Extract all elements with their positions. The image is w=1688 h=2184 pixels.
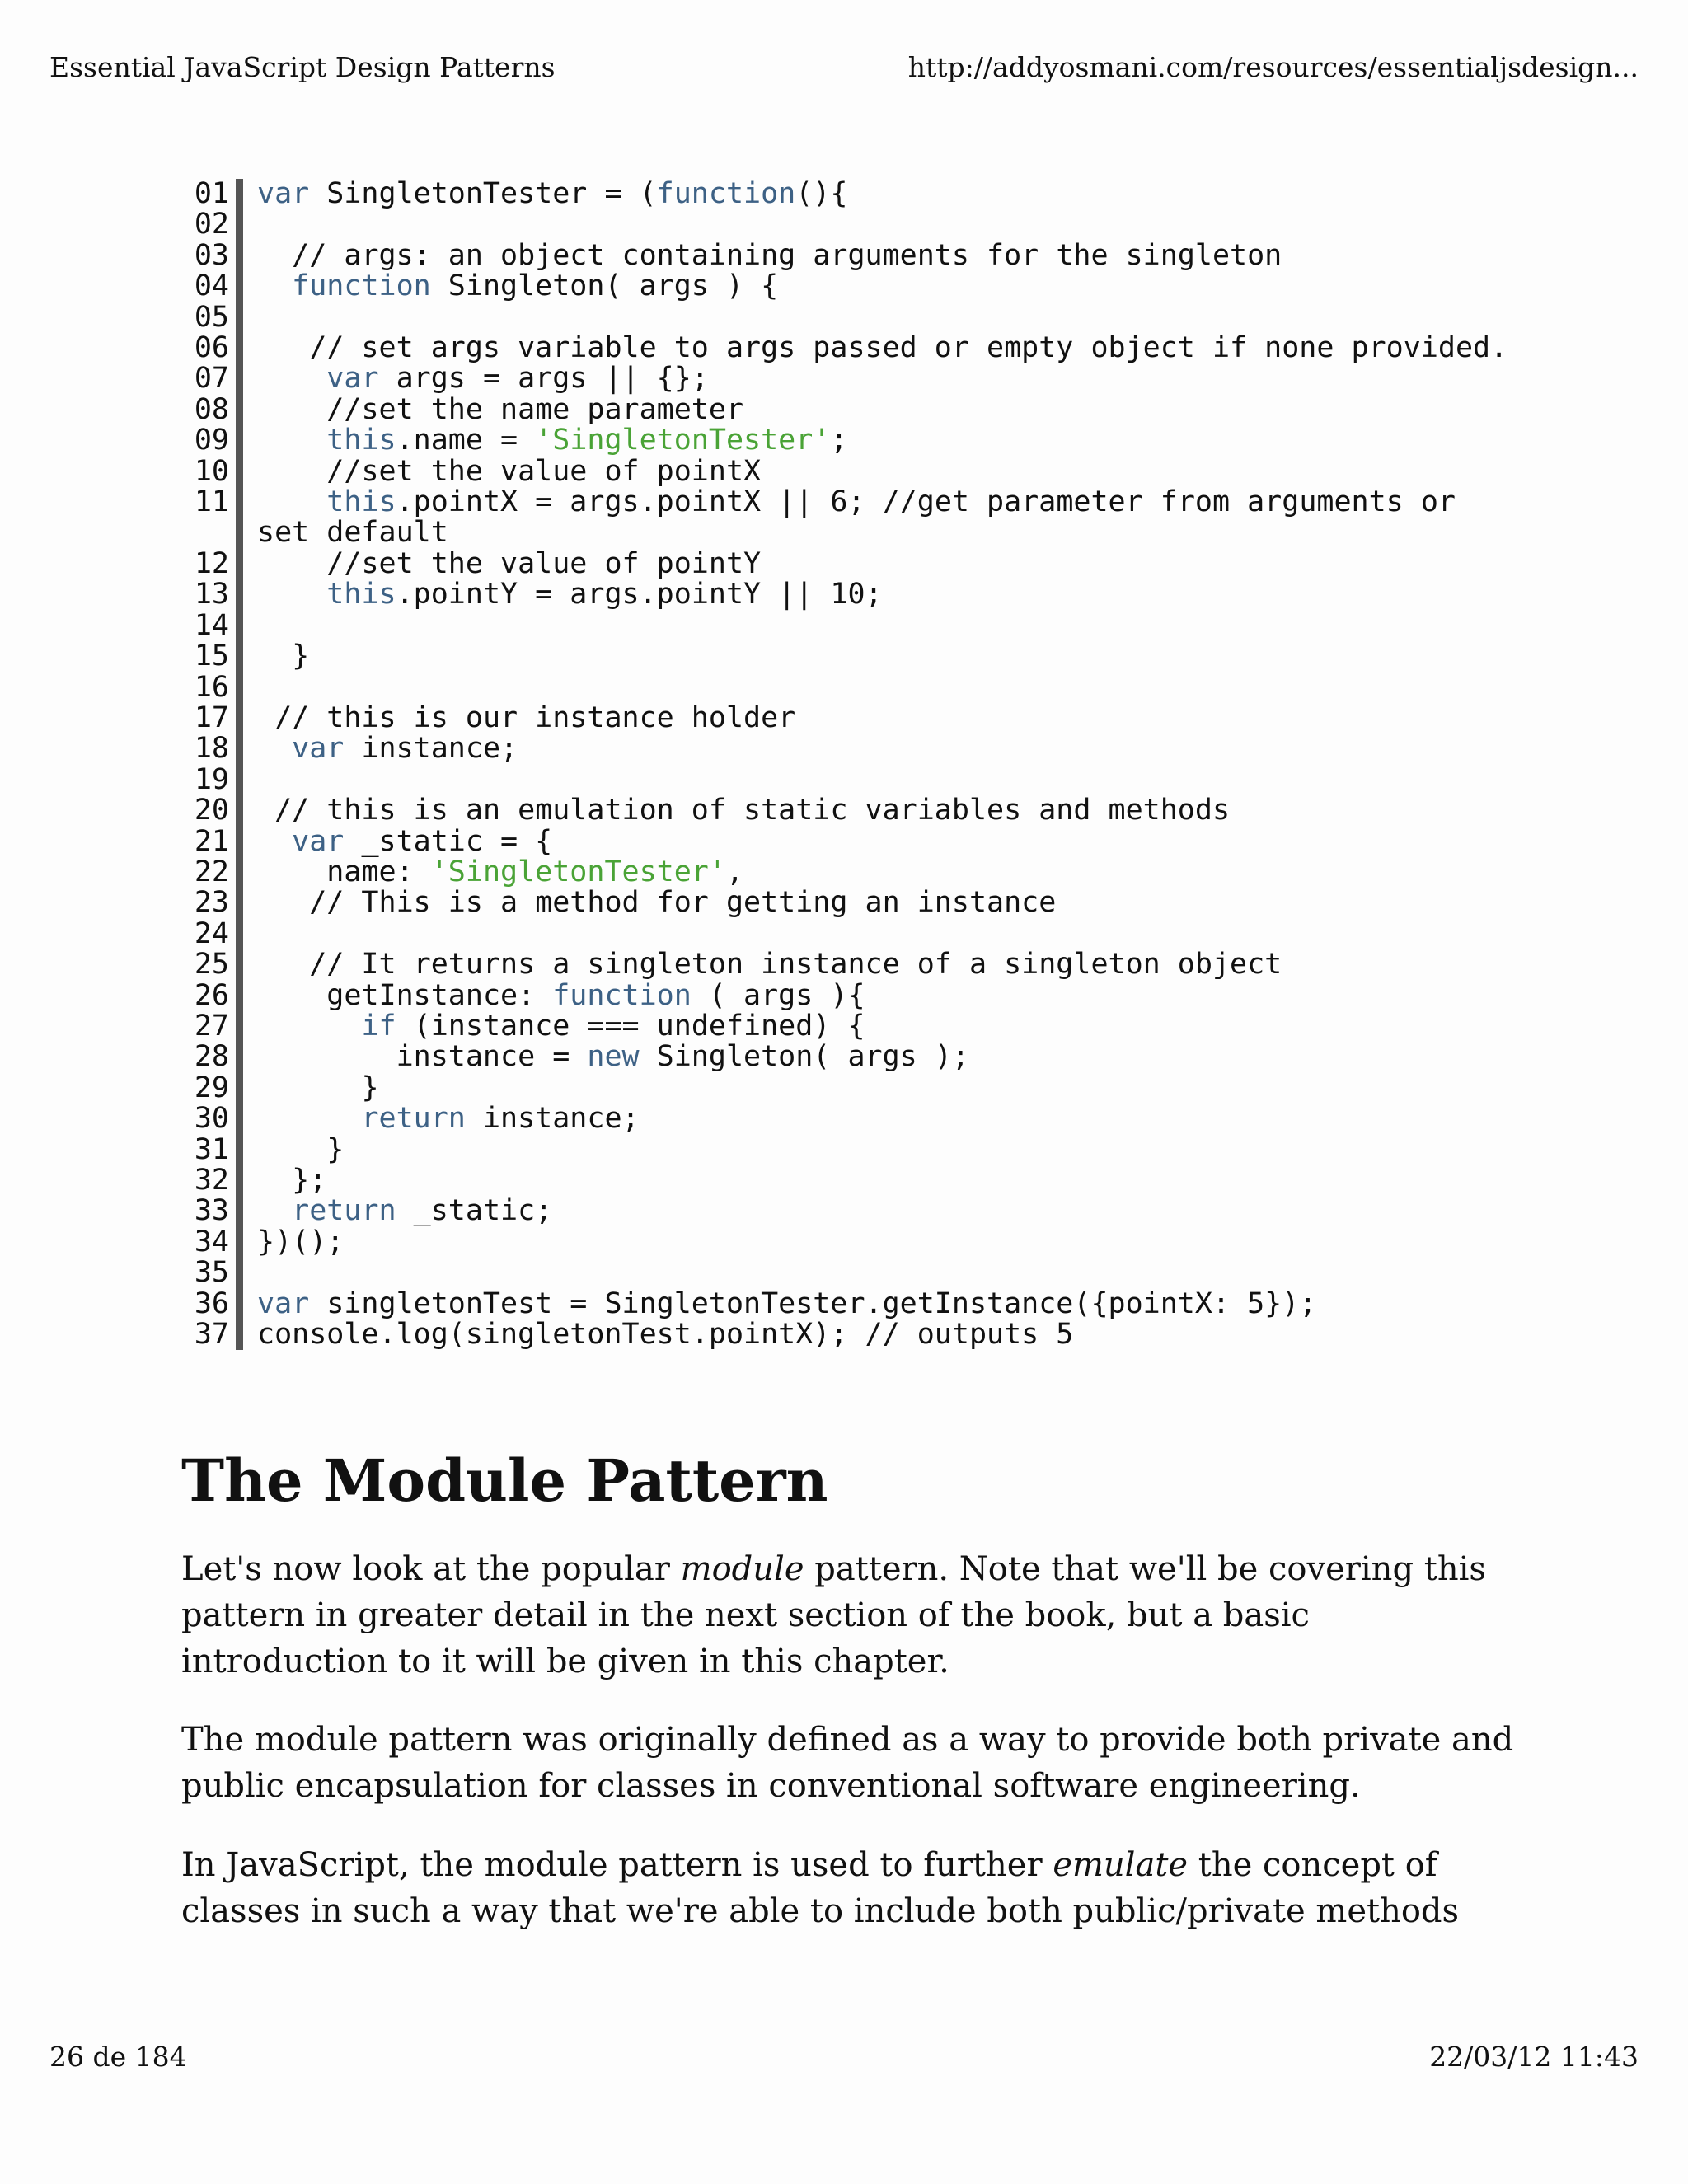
- code-text: [243, 1258, 1517, 1288]
- code-token: singletonTest = SingletonTester.getInstance({pointX: 5});: [309, 1286, 1317, 1320]
- code-token: [257, 1010, 361, 1043]
- paragraph-text: the concept of classes in such a way that we're able to include both public/private methods: [181, 1846, 1460, 1930]
- code-string: 'SingletonTester': [535, 424, 831, 457]
- code-token: ;: [830, 424, 848, 457]
- code-text: [243, 611, 1517, 641]
- code-line: [181, 1286, 1517, 1320]
- code-line: [181, 425, 1517, 456]
- code-text: [243, 487, 1517, 549]
- line-number: 08: [181, 395, 243, 425]
- code-line: [181, 392, 1517, 426]
- code-line: [181, 271, 1517, 302]
- code-text: [243, 425, 1517, 456]
- code-text: [243, 302, 1517, 333]
- line-number: 29: [181, 1073, 243, 1104]
- line-number: 24: [181, 919, 243, 949]
- code-token: // It returns a singleton instance of a singleton object: [257, 948, 1282, 982]
- line-number: 05: [181, 302, 243, 333]
- code-text: [243, 1227, 1517, 1258]
- line-number: 13: [181, 579, 243, 610]
- line-number: 19: [181, 765, 243, 795]
- code-token: ( args ){: [691, 978, 865, 1012]
- line-number: 33: [181, 1196, 243, 1226]
- line-number: 27: [181, 1011, 243, 1042]
- code-keyword: new: [587, 1040, 640, 1074]
- code-text: [243, 238, 1517, 272]
- code-text: [243, 546, 1517, 580]
- code-keyword: var: [292, 824, 345, 858]
- code-text: [243, 888, 1517, 918]
- code-line: [181, 302, 1517, 333]
- code-text: [243, 271, 1517, 302]
- code-text: [243, 1042, 1517, 1072]
- code-token: instance;: [465, 1102, 640, 1136]
- code-text: [243, 209, 1517, 240]
- code-line: [181, 487, 1517, 549]
- code-keyword: return: [361, 1102, 466, 1136]
- code-keyword: this: [326, 485, 396, 519]
- code-line: [181, 641, 1517, 672]
- line-number: 32: [181, 1165, 243, 1196]
- line-number: 31: [181, 1135, 243, 1165]
- code-token: ,: [725, 855, 744, 888]
- code-token: (){: [795, 177, 848, 210]
- code-token: // set args variable to args passed or empty object if none provided.: [257, 331, 1508, 365]
- code-text: [243, 978, 1517, 1012]
- code-keyword: if: [361, 1009, 396, 1043]
- code-text: [243, 1319, 1517, 1350]
- code-token: [257, 1102, 361, 1135]
- code-text: [243, 765, 1517, 795]
- code-keyword: function: [552, 978, 692, 1012]
- paragraph-text: In JavaScript, the module pattern is used to further: [181, 1846, 1053, 1884]
- code-line: [181, 1196, 1517, 1226]
- code-text: [243, 795, 1517, 826]
- line-number: 34: [181, 1227, 243, 1258]
- code-token: //set the value of pointX: [257, 454, 762, 488]
- code-token: }: [257, 640, 310, 673]
- paragraph: The module pattern was originally defined as a way to provide both private and public encapsulation for classes in conventional software engineering.: [181, 1721, 1514, 1805]
- code-line: [181, 916, 1517, 950]
- page-header-url: http://addyosmani.com/resources/essentialjsdesign...: [907, 51, 1639, 83]
- code-text: [243, 824, 1517, 858]
- code-token: // this is an emulation of static variables and methods: [257, 794, 1231, 827]
- page-header-title: Essential JavaScript Design Patterns: [49, 51, 556, 83]
- line-number: 02: [181, 209, 243, 240]
- line-number: 14: [181, 611, 243, 641]
- code-token: [257, 485, 326, 518]
- code-line: [181, 454, 1517, 488]
- emphasis-text: module: [680, 1550, 804, 1588]
- line-number: 09: [181, 425, 243, 456]
- code-token: [257, 269, 292, 302]
- code-text: [243, 1165, 1517, 1196]
- code-token: .pointY = args.pointY || 10;: [396, 578, 883, 612]
- code-string: 'SingletonTester': [430, 855, 726, 888]
- code-token: [257, 732, 292, 765]
- code-token: [257, 424, 326, 457]
- code-text: [243, 1073, 1517, 1104]
- code-text: [243, 1286, 1517, 1320]
- line-number: 03: [181, 241, 243, 271]
- code-token: [257, 362, 326, 395]
- paragraph-text: pattern. Note that we'll be covering this pattern in greater detail in the next section of the book, but a basic introduction to it will be given in this chapter.: [181, 1550, 1486, 1680]
- code-line: [181, 824, 1517, 858]
- code-token: _static;: [396, 1194, 553, 1228]
- code-token: Singleton( args );: [639, 1040, 969, 1074]
- code-text: [243, 641, 1517, 672]
- line-number: 28: [181, 1042, 243, 1072]
- code-text: [243, 919, 1517, 949]
- code-line: [181, 1104, 1517, 1134]
- paragraph: [181, 1842, 1525, 1934]
- emphasis-text: emulate: [1053, 1846, 1189, 1884]
- code-token: }: [257, 1132, 345, 1166]
- code-line: [181, 546, 1517, 580]
- code-line: [181, 703, 1517, 733]
- code-text: [243, 1104, 1517, 1134]
- line-number: 35: [181, 1258, 243, 1288]
- line-number: 25: [181, 949, 243, 980]
- code-line: [181, 1165, 1517, 1196]
- line-number: 06: [181, 333, 243, 363]
- code-line: [181, 333, 1517, 363]
- code-text: [243, 673, 1517, 703]
- paragraph: [181, 1546, 1525, 1685]
- code-line: [181, 579, 1517, 610]
- code-keyword: function: [292, 269, 431, 303]
- code-line: [181, 1258, 1517, 1288]
- section-title: The Module Pattern: [181, 1446, 828, 1515]
- code-text: [243, 857, 1517, 888]
- code-line: [181, 1042, 1517, 1072]
- code-token: // This is a method for getting an instance: [257, 886, 1057, 920]
- code-block: [181, 179, 1517, 1350]
- code-text: [243, 1011, 1517, 1042]
- code-token: })();: [257, 1225, 345, 1258]
- line-number: 30: [181, 1104, 243, 1134]
- code-token: //set the value of pointY: [257, 546, 762, 580]
- code-text: [243, 579, 1517, 610]
- line-number: 20: [181, 795, 243, 826]
- code-text: [243, 949, 1517, 980]
- line-number: 37: [181, 1319, 243, 1350]
- code-line: [181, 978, 1517, 1012]
- code-token: };: [257, 1164, 327, 1197]
- line-number: 23: [181, 888, 243, 918]
- code-line: [181, 762, 1517, 796]
- code-token: [257, 578, 326, 611]
- line-number: 18: [181, 733, 243, 764]
- code-line: [181, 179, 1517, 209]
- line-number: 15: [181, 641, 243, 672]
- code-text: [243, 703, 1517, 733]
- line-number: 12: [181, 549, 243, 579]
- line-number: 26: [181, 981, 243, 1011]
- code-line: [181, 209, 1517, 240]
- code-line: [181, 1011, 1517, 1042]
- code-line: [181, 1227, 1517, 1258]
- code-token: .pointX = args.pointX || 6; //get parameter from arguments or set default: [257, 485, 1474, 550]
- code-token: .name =: [396, 424, 536, 457]
- code-line: [181, 1073, 1517, 1104]
- code-line: [181, 1132, 1517, 1166]
- code-text: [243, 392, 1517, 426]
- code-token: SingletonTester = (: [309, 177, 657, 210]
- line-number: 04: [181, 271, 243, 302]
- line-number: 36: [181, 1289, 243, 1319]
- code-text: [243, 1196, 1517, 1226]
- code-line: [181, 1319, 1517, 1350]
- code-token: }: [257, 1071, 379, 1104]
- code-line: [181, 888, 1517, 918]
- line-number: 01: [181, 179, 243, 209]
- code-text: [243, 1132, 1517, 1166]
- page-counter: 26 de 184: [49, 2041, 187, 2073]
- line-number: 21: [181, 827, 243, 857]
- code-token: getInstance:: [257, 978, 553, 1012]
- print-timestamp: 22/03/12 11:43: [1429, 2041, 1639, 2073]
- code-token: _static = {: [344, 824, 553, 858]
- code-line: [181, 795, 1517, 826]
- code-keyword: var: [292, 732, 345, 766]
- code-line: [181, 949, 1517, 980]
- code-token: instance;: [344, 732, 518, 766]
- code-keyword: return: [292, 1194, 396, 1228]
- code-token: instance =: [257, 1040, 588, 1074]
- line-number: 22: [181, 857, 243, 888]
- code-text: [243, 454, 1517, 488]
- code-text: [243, 333, 1517, 363]
- code-token: Singleton( args ) {: [430, 269, 779, 303]
- code-line: [181, 608, 1517, 642]
- code-line: [181, 363, 1517, 394]
- code-token: //set the name parameter: [257, 392, 744, 426]
- code-keyword: var: [257, 1286, 310, 1320]
- code-text: [243, 363, 1517, 394]
- paragraph-text: Let's now look at the popular: [181, 1550, 681, 1588]
- line-number: 10: [181, 457, 243, 487]
- line-number: 17: [181, 703, 243, 733]
- code-token: // this is our instance holder: [257, 701, 796, 734]
- code-text: [243, 733, 1517, 764]
- line-number: 11: [181, 487, 243, 549]
- code-token: name:: [257, 855, 431, 888]
- line-number: 16: [181, 673, 243, 703]
- code-keyword: this: [326, 424, 396, 457]
- code-keyword: var: [257, 177, 310, 210]
- code-keyword: var: [326, 362, 379, 396]
- code-token: [257, 825, 292, 858]
- line-number: 07: [181, 363, 243, 394]
- code-line: [181, 670, 1517, 704]
- code-token: console.log(singletonTest.pointX); // outputs 5: [257, 1318, 1074, 1352]
- code-token: [257, 1194, 292, 1227]
- code-line: [181, 857, 1517, 888]
- code-text: [243, 179, 1517, 209]
- code-line: [181, 238, 1517, 272]
- code-token: (instance === undefined) {: [396, 1009, 865, 1043]
- code-keyword: this: [326, 578, 396, 612]
- code-token: // args: an object containing arguments for the singleton: [257, 238, 1282, 272]
- code-line: [181, 733, 1517, 764]
- code-keyword: function: [656, 177, 796, 210]
- code-token: args = args || {};: [378, 362, 709, 396]
